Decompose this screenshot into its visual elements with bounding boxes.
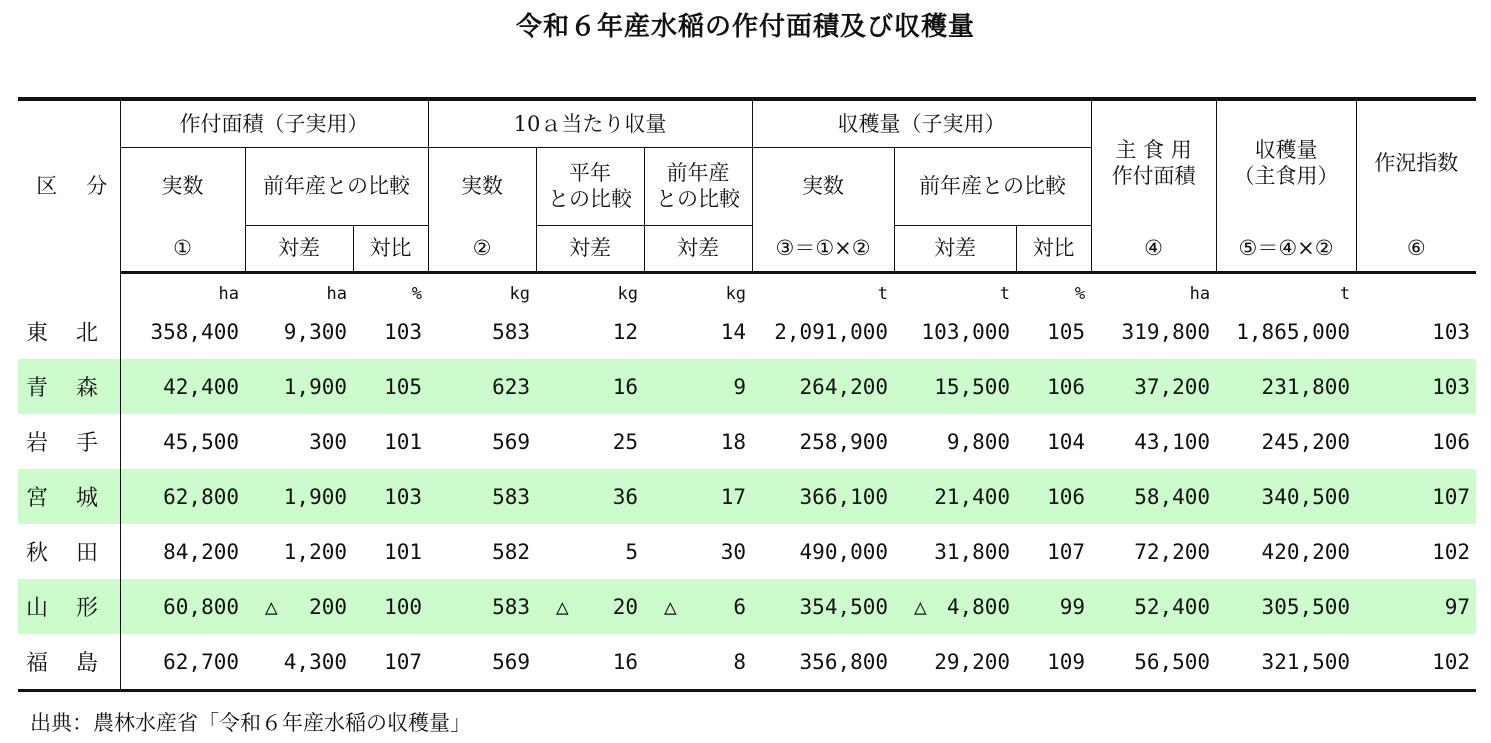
negative-value: 200 <box>309 594 347 619</box>
header-main-area: 主 食 用 作付面積 <box>1091 99 1216 225</box>
mark-1: ① <box>120 225 245 272</box>
table-cell: 4,300 <box>245 634 353 691</box>
unit-label: kg <box>509 284 531 304</box>
header-crop-index: 作況指数 <box>1356 99 1476 225</box>
table-cell: 106 <box>1432 429 1471 454</box>
negative-value: 4,800 <box>946 594 1011 619</box>
table-cell: 583 <box>492 319 531 344</box>
triangle-icon: △ <box>914 594 927 619</box>
table-cell: 29,200 <box>894 634 1016 691</box>
header-taisa: 対差 <box>536 225 644 272</box>
table-cell: 42,400 <box>120 359 245 414</box>
table-cell: 358,400 <box>120 304 245 359</box>
header-kubun: 区 分 <box>18 99 120 272</box>
table-cell <box>536 579 644 634</box>
table-cell: 583 <box>428 579 536 634</box>
table-cell: 62,700 <box>120 634 245 691</box>
header-main-harvest: 収穫量 （主食用） <box>1216 99 1356 225</box>
negative-value: 20 <box>612 594 639 619</box>
table-cell: 103 <box>1432 319 1471 344</box>
table-row <box>18 524 1476 579</box>
table-cell: 102 <box>1356 634 1476 691</box>
table-cell: 12 <box>612 319 639 344</box>
table-cell: 1,900 <box>245 359 353 414</box>
table-cell: 45,500 <box>120 414 245 469</box>
table-cell: 623 <box>428 359 536 414</box>
table-cell: 300 <box>309 429 347 454</box>
table-cell: 9,800 <box>946 429 1011 454</box>
table-cell: 15,500 <box>894 359 1016 414</box>
table-row <box>18 579 1476 634</box>
header-harvest: 収穫量（子実用） <box>752 99 1091 147</box>
table-cell: 109 <box>1016 634 1091 691</box>
table-cell: 9,300 <box>283 319 347 344</box>
table-cell: 18 <box>720 429 747 454</box>
table-cell: 319,800 <box>1121 319 1211 344</box>
table-cell: 2,091,000 <box>774 319 889 344</box>
table-cell: 103 <box>353 469 428 524</box>
mark-5: ⑤＝④×② <box>1216 225 1356 272</box>
table-cell: 52,400 <box>1091 579 1216 634</box>
table-cell: 107 <box>353 634 428 691</box>
table-cell: 305,500 <box>1216 579 1356 634</box>
table-cell: 16 <box>536 359 644 414</box>
table-cell: 17 <box>644 469 752 524</box>
table-cell: 321,500 <box>1216 634 1356 691</box>
table-cell: 366,100 <box>752 469 894 524</box>
table-cell: 106 <box>1016 469 1091 524</box>
table-cell: 354,500 <box>752 579 894 634</box>
unit-label: kg <box>725 284 747 304</box>
table-cell: 582 <box>492 539 531 564</box>
table-cell: 101 <box>384 429 423 454</box>
region-name: 東 北 <box>26 321 99 346</box>
table-cell: 60,800 <box>120 579 245 634</box>
table-cell: 258,900 <box>799 429 889 454</box>
table-cell: 21,400 <box>894 469 1016 524</box>
header-taisa: 対差 <box>644 225 752 272</box>
table-row <box>18 634 1476 691</box>
header-yield-heinen: 平年 との比較 <box>536 147 644 225</box>
table-cell: 231,800 <box>1216 359 1356 414</box>
table-cell: 103,000 <box>921 319 1011 344</box>
table-cell: 72,200 <box>1134 539 1211 564</box>
table-cell: 58,400 <box>1091 469 1216 524</box>
table-row <box>18 304 1476 359</box>
region-name: 秋 田 <box>26 541 99 566</box>
table-cell: 16 <box>536 634 644 691</box>
table-cell: 43,100 <box>1134 429 1211 454</box>
table-cell: 264,200 <box>752 359 894 414</box>
table-cell: 569 <box>428 634 536 691</box>
unit-label: ha <box>326 284 347 304</box>
unit-label: % <box>1074 284 1086 304</box>
negative-value: 6 <box>733 594 747 619</box>
header-taisa: 対差 <box>245 225 353 272</box>
header-harvest-jissu: 実数 <box>752 147 894 225</box>
region-name: 宮 城 <box>18 469 120 524</box>
header-yield-per-10a: 10ａ当たり収量 <box>428 99 752 147</box>
table-cell: 99 <box>1016 579 1091 634</box>
header-planted-area: 作付面積（子実用） <box>120 99 428 147</box>
unit-label: t <box>1339 284 1351 304</box>
table-cell: 9 <box>644 359 752 414</box>
triangle-icon: △ <box>556 594 569 619</box>
region-name: 岩 手 <box>26 431 99 456</box>
table-cell: 569 <box>492 429 531 454</box>
header-harvest-prev: 前年産との比較 <box>894 147 1091 225</box>
header-taihi: 対比 <box>1016 225 1091 272</box>
unit-label: t <box>999 284 1011 304</box>
table-cell: 25 <box>612 429 639 454</box>
table-cell: 105 <box>353 359 428 414</box>
header-yield-prev: 前年産 との比較 <box>644 147 752 225</box>
table-cell: 102 <box>1432 539 1471 564</box>
table-cell: 1,865,000 <box>1236 319 1351 344</box>
table-cell: 420,200 <box>1261 539 1351 564</box>
table-cell <box>245 579 353 634</box>
header-yield-jissu: 実数 <box>428 147 536 225</box>
units-row <box>18 272 1476 304</box>
table-cell: 103 <box>1356 359 1476 414</box>
triangle-icon: △ <box>664 594 677 619</box>
header-area-prev: 前年産との比較 <box>245 147 428 225</box>
region-name: 青 森 <box>18 359 120 414</box>
harvest-table <box>18 97 1476 692</box>
table-cell: 340,500 <box>1216 469 1356 524</box>
table-cell: 8 <box>644 634 752 691</box>
table-cell: 84,200 <box>120 524 245 579</box>
table-cell <box>644 579 752 634</box>
table-cell: 100 <box>353 579 428 634</box>
table-cell: 56,500 <box>1091 634 1216 691</box>
region-name: 山 形 <box>18 579 120 634</box>
table-cell: 103 <box>384 319 423 344</box>
mark-3: ③＝①×② <box>752 225 894 272</box>
table-cell: 14 <box>720 319 747 344</box>
table-cell: 583 <box>428 469 536 524</box>
table-cell: 107 <box>1047 539 1086 564</box>
source-note: 出典：農林水産省「令和６年産水稲の収穫量」 <box>30 711 471 735</box>
table-row <box>18 469 1476 524</box>
unit-label <box>1356 272 1476 304</box>
table-cell: 107 <box>1356 469 1476 524</box>
table-cell: 101 <box>384 539 423 564</box>
unit-label: kg <box>617 284 639 304</box>
table-cell: 30 <box>720 539 747 564</box>
region-name: 福 島 <box>18 634 120 691</box>
header-area-jissu: 実数 <box>120 147 245 225</box>
table-cell: 5 <box>625 539 639 564</box>
unit-label: ha <box>120 272 245 304</box>
table-cell: 356,800 <box>752 634 894 691</box>
mark-6: ⑥ <box>1356 225 1476 272</box>
table-cell: 36 <box>536 469 644 524</box>
table-cell: 31,800 <box>934 539 1011 564</box>
table-row <box>18 414 1476 469</box>
table-cell: 1,900 <box>245 469 353 524</box>
unit-label: t <box>877 284 889 304</box>
table-cell: 245,200 <box>1261 429 1351 454</box>
table-cell: 104 <box>1047 429 1086 454</box>
triangle-icon: △ <box>265 594 278 619</box>
page-title: 令和６年産水稲の作付面積及び収穫量 <box>515 12 975 42</box>
table-cell: 97 <box>1356 579 1476 634</box>
unit-label: % <box>411 284 423 304</box>
table-cell: 490,000 <box>799 539 889 564</box>
table-cell: 37,200 <box>1091 359 1216 414</box>
table-cell: 62,800 <box>120 469 245 524</box>
unit-label: ha <box>1189 284 1211 304</box>
header-taihi: 対比 <box>353 225 428 272</box>
header-taisa: 対差 <box>894 225 1016 272</box>
table-cell <box>894 579 1016 634</box>
table-cell: 106 <box>1016 359 1091 414</box>
table-cell: 1,200 <box>283 539 347 564</box>
table-cell: 105 <box>1047 319 1086 344</box>
mark-4: ④ <box>1091 225 1216 272</box>
table-row <box>18 359 1476 414</box>
mark-2: ② <box>428 225 536 272</box>
